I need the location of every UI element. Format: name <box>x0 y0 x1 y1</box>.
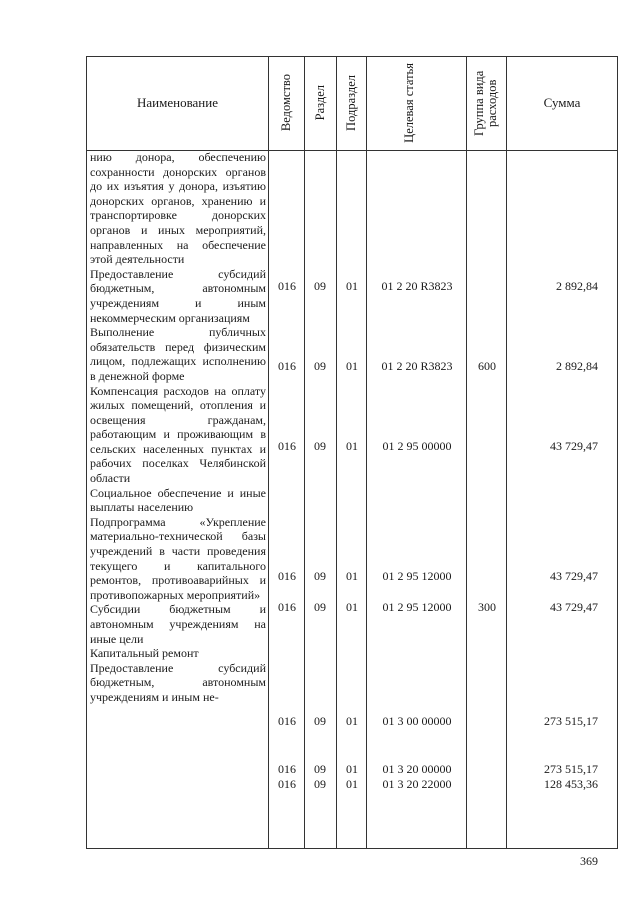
cell-celevaya: 01 2 95 12000 <box>382 569 452 583</box>
row-name: Предоставление субсидий бюджетным, автономным учреждениям и иным не- <box>90 660 266 704</box>
cell-razdel: 09 <box>314 279 326 293</box>
cell-summa: 273 515,17 <box>544 714 598 728</box>
col-divider <box>336 56 337 848</box>
cell-razdel: 09 <box>314 600 326 614</box>
cell-gruppa: 300 <box>478 600 496 614</box>
cell-vedomstvo: 016 <box>278 714 296 728</box>
cell-razdel: 09 <box>314 569 326 583</box>
cell-razdel: 09 <box>314 714 326 728</box>
cell-summa: 128 453,36 <box>544 777 598 791</box>
page-number: 369 <box>580 854 598 868</box>
cell-celevaya: 01 2 95 00000 <box>382 439 452 453</box>
header-podrazdel: Подраздел <box>344 75 358 131</box>
cell-celevaya: 01 2 20 R3823 <box>381 359 453 373</box>
header-summa: Сумма <box>543 95 581 110</box>
cell-podrazdel: 01 <box>346 600 358 614</box>
row-name: нию донора, обеспечению сохранности донорских органов до их изъятия у донора, изъятию донорских органов, хранению и транспортировке донорских органов и иных мероприятий, направленных на обеспечение этой деятельности <box>90 150 266 267</box>
cell-summa: 2 892,84 <box>556 279 598 293</box>
cell-summa: 2 892,84 <box>556 359 598 373</box>
row-name: Подпрограмма «Укрепление материально-технической базы учреждений в части проведения текущего и капитального ремонтов, противоаварийных и противопожарных мероприятий» <box>90 514 266 602</box>
header-gruppa: Группа вида расходов <box>471 70 499 136</box>
col-divider <box>268 56 269 848</box>
col-divider <box>506 56 507 848</box>
row-name: Капитальный ремонт <box>90 646 199 661</box>
header-celevaya: Целевая статья <box>401 63 416 143</box>
row-name: Выполнение публичных обязательств перед физическим лицом, подлежащих исполнению в денежной форме <box>90 325 266 383</box>
cell-podrazdel: 01 <box>346 279 358 293</box>
cell-celevaya: 01 3 20 00000 <box>382 762 452 776</box>
cell-podrazdel: 01 <box>346 439 358 453</box>
cell-vedomstvo: 016 <box>278 600 296 614</box>
cell-vedomstvo: 016 <box>278 569 296 583</box>
header-name: Наименование <box>137 95 218 110</box>
cell-celevaya: 01 3 00 00000 <box>382 714 452 728</box>
cell-vedomstvo: 016 <box>278 439 296 453</box>
cell-podrazdel: 01 <box>346 777 358 791</box>
cell-razdel: 09 <box>314 359 326 373</box>
name-column <box>90 150 266 705</box>
row-name: Компенсация расходов на оплату жилых помещений, отопления и освещения гражданам, работающим и проживающим в сельских населенных пунктах и рабочих поселках Челябинской области <box>90 383 266 486</box>
col-divider <box>304 56 305 848</box>
header-vedomstvo: Ведомство <box>279 74 293 132</box>
header-razdel: Раздел <box>313 85 327 121</box>
cell-razdel: 09 <box>314 777 326 791</box>
col-divider <box>466 56 467 848</box>
cell-vedomstvo: 016 <box>278 279 296 293</box>
cell-vedomstvo: 016 <box>278 777 296 791</box>
cell-summa: 273 515,17 <box>544 762 598 776</box>
cell-vedomstvo: 016 <box>278 762 296 776</box>
cell-celevaya: 01 3 20 22000 <box>382 777 452 791</box>
cell-razdel: 09 <box>314 439 326 453</box>
cell-podrazdel: 01 <box>346 714 358 728</box>
cell-celevaya: 01 2 20 R3823 <box>381 279 453 293</box>
cell-summa: 43 729,47 <box>550 439 598 453</box>
cell-gruppa: 600 <box>478 359 496 373</box>
cell-vedomstvo: 016 <box>278 359 296 373</box>
cell-razdel: 09 <box>314 762 326 776</box>
cell-summa: 43 729,47 <box>550 600 598 614</box>
col-divider <box>366 56 367 848</box>
cell-celevaya: 01 2 95 12000 <box>382 600 452 614</box>
cell-podrazdel: 01 <box>346 569 358 583</box>
row-name: Субсидии бюджетным и автономным учреждениям на иные цели <box>90 602 266 646</box>
row-name: Предоставление субсидий бюджетным, автономным учреждениям и иным некоммерческим организациям <box>90 266 266 325</box>
cell-podrazdel: 01 <box>346 762 358 776</box>
row-name: Социальное обеспечение и иные выплаты населению <box>90 485 266 515</box>
cell-podrazdel: 01 <box>346 359 358 373</box>
cell-summa: 43 729,47 <box>550 569 598 583</box>
